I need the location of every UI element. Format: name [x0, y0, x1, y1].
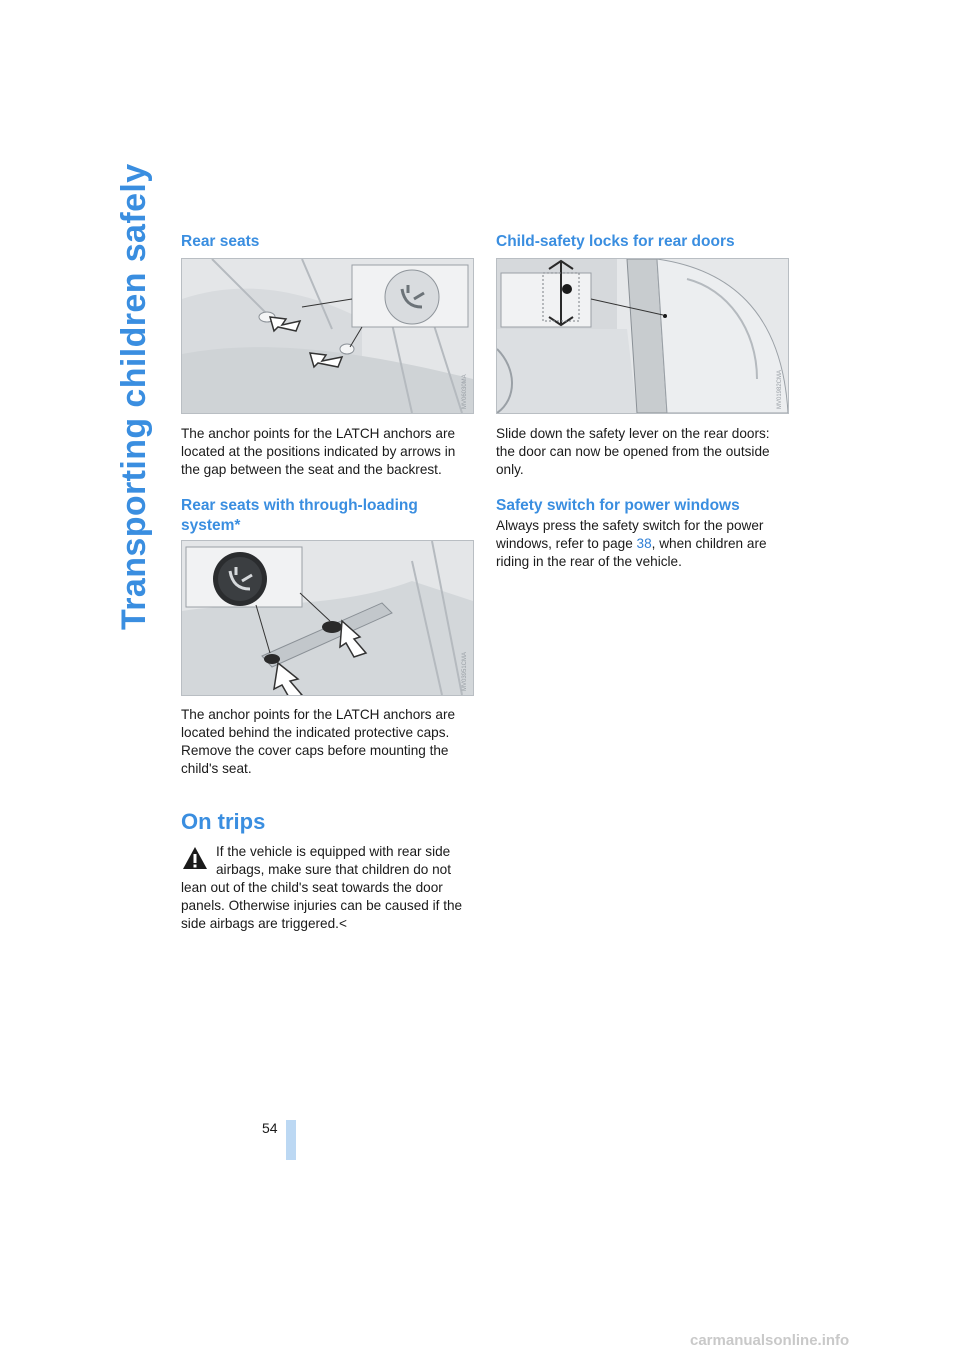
- figure-code: MV03951CMA: [462, 651, 468, 691]
- figure-code: MV06030MA: [462, 374, 468, 409]
- warning-text: [181, 879, 473, 933]
- page-marker-bar: [286, 1120, 296, 1160]
- through-loading-figure: [181, 540, 474, 696]
- warning-icon: [182, 846, 208, 870]
- warning-line1: If the vehicle is equipped with rear side: [216, 844, 451, 859]
- end-mark: <: [338, 916, 347, 931]
- safety-switch-text-before: Always press the safety switch for the power windows, refer to page: [496, 518, 764, 551]
- rear-seats-text: The anchor points for the LATCH anchors are located at the positions indicated by arrows in the gap between the seat and the backrest.: [181, 426, 456, 477]
- figure-code: MV01982CMA: [777, 369, 783, 409]
- through-loading-heading: [181, 496, 473, 536]
- on-trips-heading: On trips: [181, 809, 266, 834]
- child-locks-heading: Child-safety locks for rear doors: [496, 233, 735, 250]
- rear-seats-heading: Rear seats: [181, 233, 260, 250]
- page-number: 54: [262, 1120, 278, 1136]
- chapter-title-text: Transporting children safely: [115, 163, 153, 630]
- rear-seats-figure: [181, 258, 474, 414]
- warning-rest: lean out of the child's seat towards the door panels. Otherwise injuries can be caused if the side airbags are triggered.: [181, 880, 463, 931]
- warning-line2: airbags, make sure that children do not: [216, 862, 452, 877]
- child-locks-text: Slide down the safety lever on the rear doors: the door can now be opened from the outside only.: [496, 426, 770, 477]
- safety-switch-text-after: , when children are riding in the rear of the vehicle.: [496, 536, 767, 569]
- side-chapter-title: [112, 163, 156, 630]
- safety-switch-text: [496, 517, 788, 571]
- through-loading-text: The anchor points for the LATCH anchors are located behind the indicated protective caps. Remove the cover caps before mounting the child's seat.: [181, 707, 456, 776]
- page-38-link[interactable]: 38: [636, 536, 652, 551]
- through-loading-heading-line1: Rear seats with through-loading: [181, 497, 418, 514]
- safety-switch-heading: Safety switch for power windows: [496, 497, 740, 514]
- watermark-text: carmanualsonline.info: [690, 1332, 850, 1349]
- through-loading-heading-line2: system*: [181, 517, 241, 534]
- child-locks-figure: [496, 258, 789, 414]
